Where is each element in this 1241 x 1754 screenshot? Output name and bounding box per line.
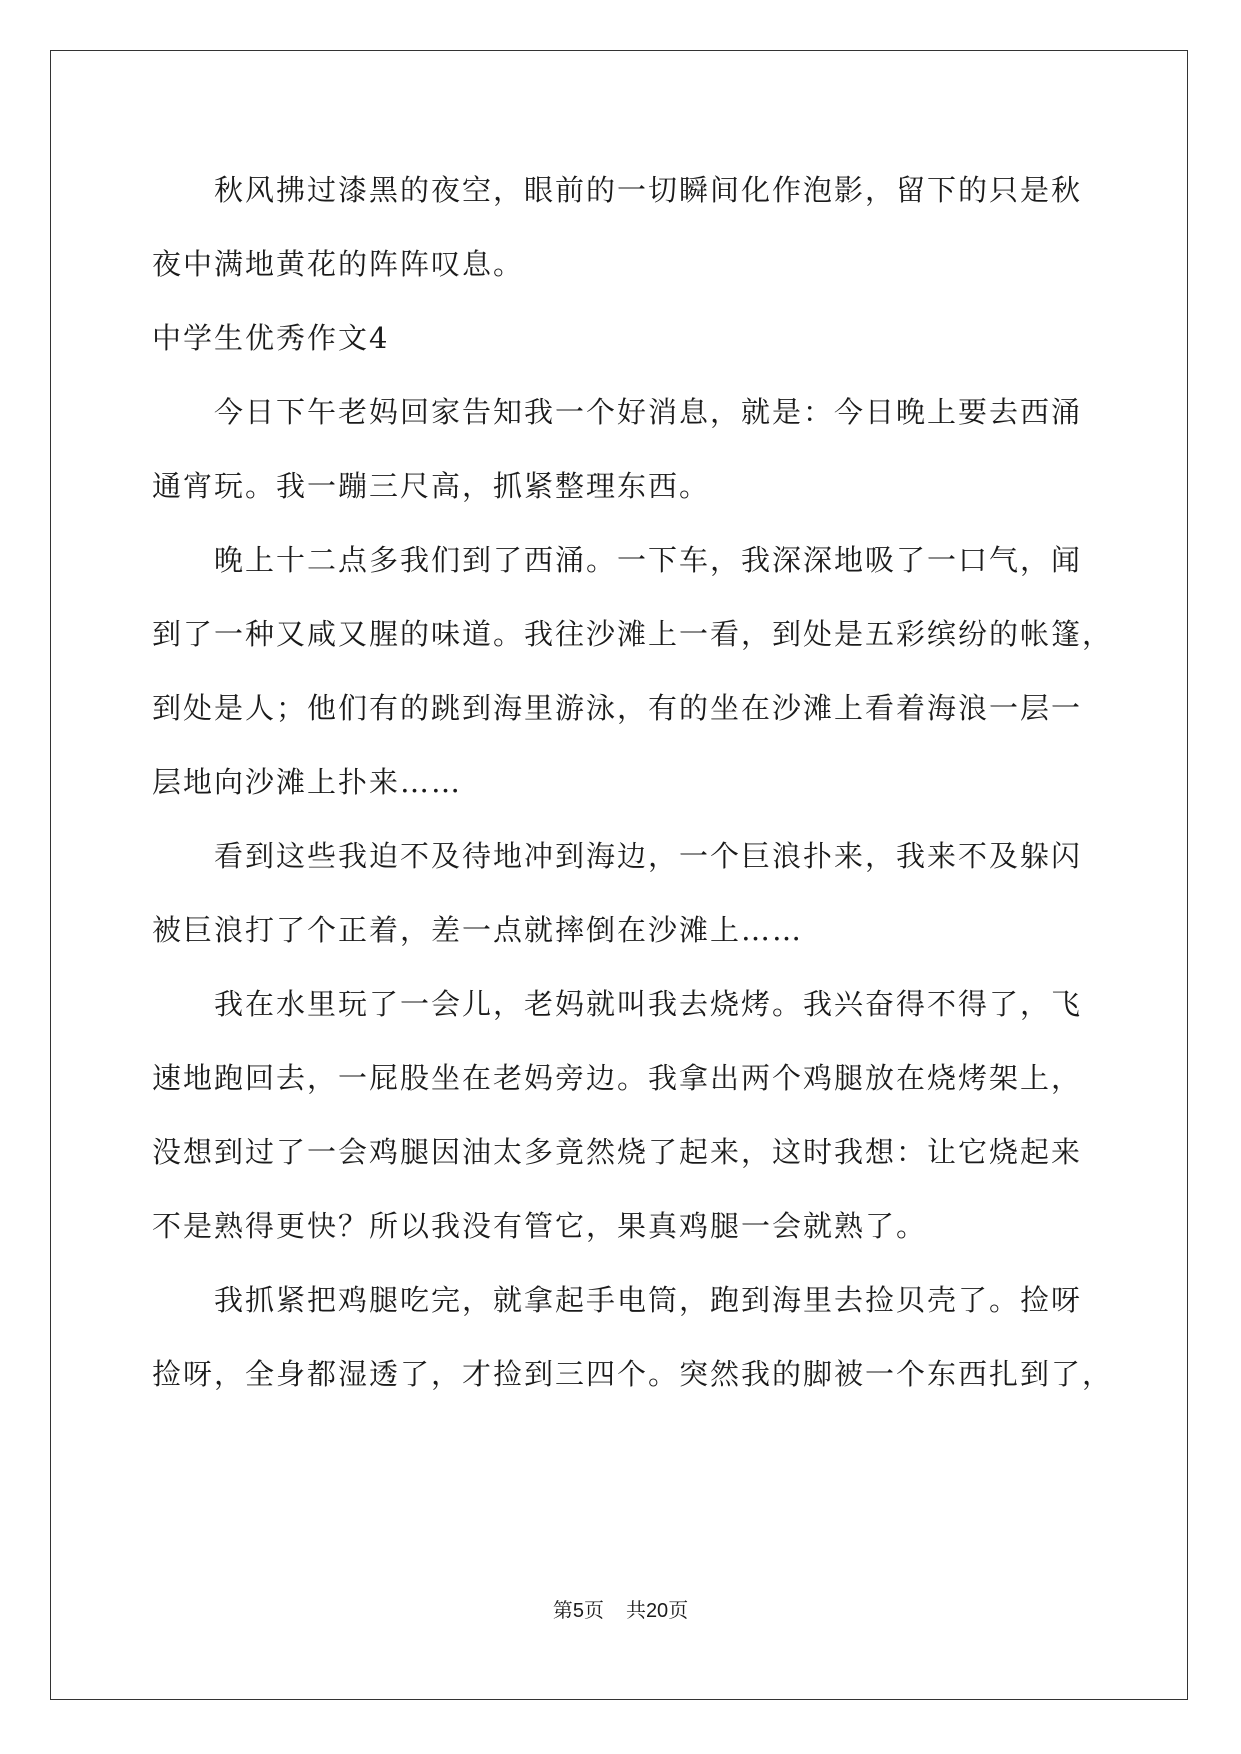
total-suffix: 页 — [668, 1598, 689, 1622]
text-line: 我抓紧把鸡腿吃完，就拿起手电筒，跑到海里去捡贝壳了。捡呀 — [214, 1283, 1083, 1317]
total-pages: 20 — [645, 1600, 669, 1622]
page-number: 5 — [572, 1600, 584, 1622]
page-footer — [0, 1598, 1241, 1623]
page-prefix: 第 — [552, 1598, 573, 1622]
text-line: 捡呀，全身都湿透了，才捡到三四个。突然我的脚被一个东西扎到了， — [152, 1357, 1114, 1391]
text-line: 今日下午老妈回家告知我一个好消息，就是：今日晚上要去西涌 — [214, 395, 1083, 429]
text-line: 层地向沙滩上扑来…… — [152, 765, 463, 799]
text-line: 晚上十二点多我们到了西涌。一下车，我深深地吸了一口气，闻 — [214, 543, 1083, 577]
section-heading: 中学生优秀作文4 — [152, 321, 390, 355]
text-line: 通宵玩。我一蹦三尺高，抓紧整理东西。 — [152, 469, 711, 503]
total-prefix: 共 — [625, 1598, 646, 1622]
text-line: 没想到过了一会鸡腿因油太多竟然烧了起来，这时我想：让它烧起来 — [152, 1135, 1083, 1169]
text-line: 速地跑回去，一屁股坐在老妈旁边。我拿出两个鸡腿放在烧烤架上， — [152, 1061, 1083, 1095]
text-line: 到了一种又咸又腥的味道。我往沙滩上一看，到处是五彩缤纷的帐篷， — [152, 617, 1114, 651]
text-line: 夜中满地黄花的阵阵叹息。 — [152, 247, 525, 281]
text-line: 不是熟得更快？所以我没有管它，果真鸡腿一会就熟了。 — [152, 1209, 928, 1243]
text-line: 我在水里玩了一会儿，老妈就叫我去烧烤。我兴奋得不得了，飞 — [214, 987, 1083, 1021]
text-line: 秋风拂过漆黑的夜空，眼前的一切瞬间化作泡影，留下的只是秋 — [214, 173, 1083, 207]
page-suffix: 页 — [583, 1598, 604, 1622]
text-line: 被巨浪打了个正着，差一点就摔倒在沙滩上…… — [152, 913, 804, 947]
text-line: 看到这些我迫不及待地冲到海边，一个巨浪扑来，我来不及躲闪 — [214, 839, 1083, 873]
text-line: 到处是人；他们有的跳到海里游泳，有的坐在沙滩上看着海浪一层一 — [152, 691, 1083, 725]
